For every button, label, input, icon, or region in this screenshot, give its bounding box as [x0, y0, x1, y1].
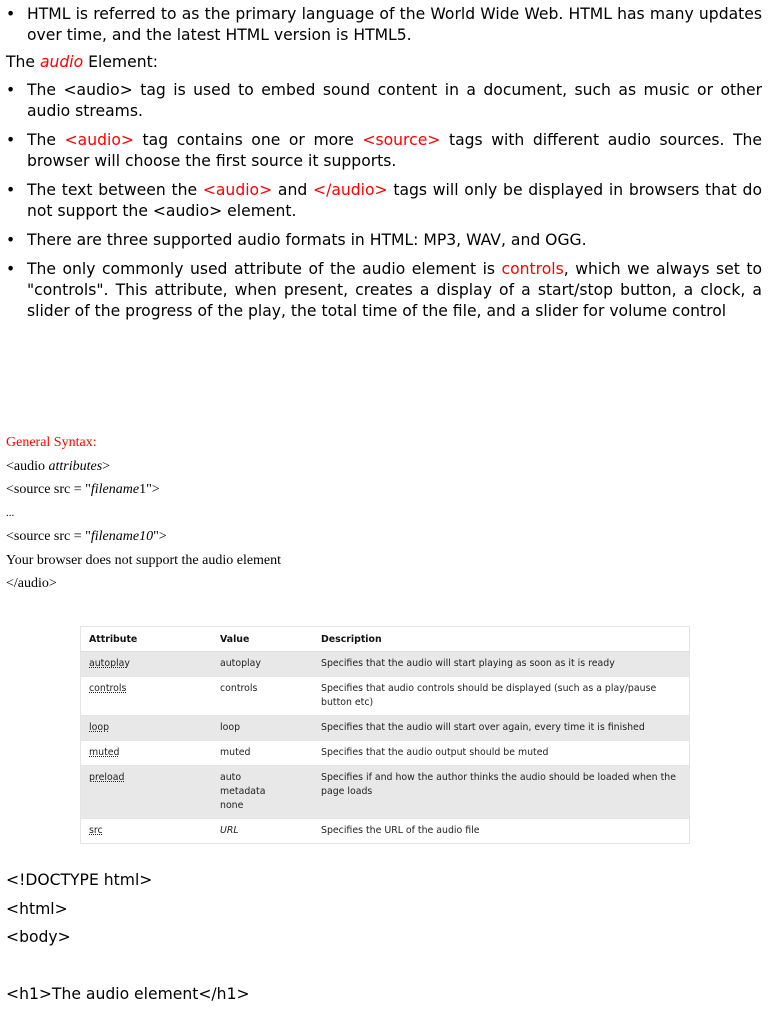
syntax-line: </audio>	[6, 576, 57, 591]
description-cell: Specifies that the audio will start playing as soon as it is ready	[313, 652, 690, 677]
column-header: Value	[212, 627, 313, 652]
attribute-cell[interactable]: controls	[81, 677, 213, 716]
audio-element-heading: The audio Element:	[6, 53, 158, 71]
value-cell: loop	[212, 716, 313, 741]
table-row	[81, 741, 690, 766]
bullet-icon: •	[6, 131, 16, 149]
attribute-cell[interactable]: loop	[81, 716, 213, 741]
description-cell: Specifies if and how the author thinks the audio should be loaded when the page loads	[313, 766, 690, 819]
description-cell: Specifies the URL of the audio file	[313, 819, 690, 844]
code-line: <!DOCTYPE html>	[6, 871, 153, 889]
bullet-item: • There are three supported audio formats in HTML: MP3, WAV, and OGG.	[6, 231, 587, 249]
syntax-line: <source src = "filename1">	[6, 482, 160, 497]
bullet-icon: •	[6, 260, 16, 278]
bullet-text: HTML is referred to as the primary language of the World Wide Web. HTML has many updates over time, and the latest HTML version is HTML5.	[27, 5, 762, 44]
syntax-line: Your browser does not support the audio element	[6, 552, 282, 568]
attribute-cell[interactable]: autoplay	[81, 652, 213, 677]
attribute-cell[interactable]: preload	[81, 766, 213, 819]
syntax-line: <source src = "filename10">	[6, 529, 167, 544]
table-row	[81, 716, 690, 741]
code-line: <h1>The audio element</h1>	[6, 985, 250, 1003]
audio-emphasis: audio	[39, 53, 84, 71]
description-cell: Specifies that the audio output should be muted	[313, 741, 690, 766]
table-row	[81, 819, 690, 844]
attribute-cell[interactable]: muted	[81, 741, 213, 766]
code-line	[6, 952, 250, 981]
bullet-item: • The text between the <audio> and </audio> tags will only be displayed in browsers that do not support the <audio> element.	[6, 181, 762, 220]
table-row	[81, 677, 690, 716]
bullet-icon: •	[6, 231, 16, 249]
table-row	[81, 652, 690, 677]
bullet-item: • The <audio> tag contains one or more <source> tags with different audio sources. The browser will choose the first source it supports.	[6, 131, 762, 170]
general-syntax-block	[6, 431, 706, 596]
bullet-icon: •	[6, 181, 16, 199]
column-header: Description	[313, 627, 690, 652]
audio-bullet-list	[0, 80, 768, 322]
attribute-cell[interactable]: src	[81, 819, 213, 844]
bullet-item: • The <audio> tag is used to embed sound content in a document, such as music or other audio streams.	[6, 81, 762, 120]
table-header-row	[81, 627, 690, 652]
table-row	[81, 766, 690, 819]
bullet-icon: •	[6, 5, 16, 23]
syntax-line: <audio attributes>	[6, 458, 111, 474]
attributes-table	[80, 626, 690, 844]
code-example	[6, 866, 250, 1009]
bullet-icon: •	[6, 81, 16, 99]
description-cell: Specifies that the audio will start over again, every time it is finished	[313, 716, 690, 741]
value-cell: muted	[212, 741, 313, 766]
intro-bullet-list	[0, 4, 768, 46]
value-cell: autoplay	[212, 652, 313, 677]
bullet-item: • The only commonly used attribute of the audio element is controls, which we always set to "controls". This attribute, when present, creates a display of a start/stop button, a clock, a slider of the progress of the play, the total time of the file, and a slider for volume control	[6, 260, 762, 320]
value-cell: controls	[212, 677, 313, 716]
value-cell: URL	[212, 819, 313, 844]
value-cell: auto metadata none	[212, 766, 313, 819]
column-header: Attribute	[81, 627, 213, 652]
syntax-line: ...	[6, 506, 15, 519]
description-cell: Specifies that audio controls should be displayed (such as a play/pause button etc)	[313, 677, 690, 716]
code-line: <html>	[6, 899, 68, 918]
code-line: <body>	[6, 928, 71, 946]
bullet-item	[0, 4, 768, 46]
syntax-title: General Syntax:	[6, 435, 97, 450]
